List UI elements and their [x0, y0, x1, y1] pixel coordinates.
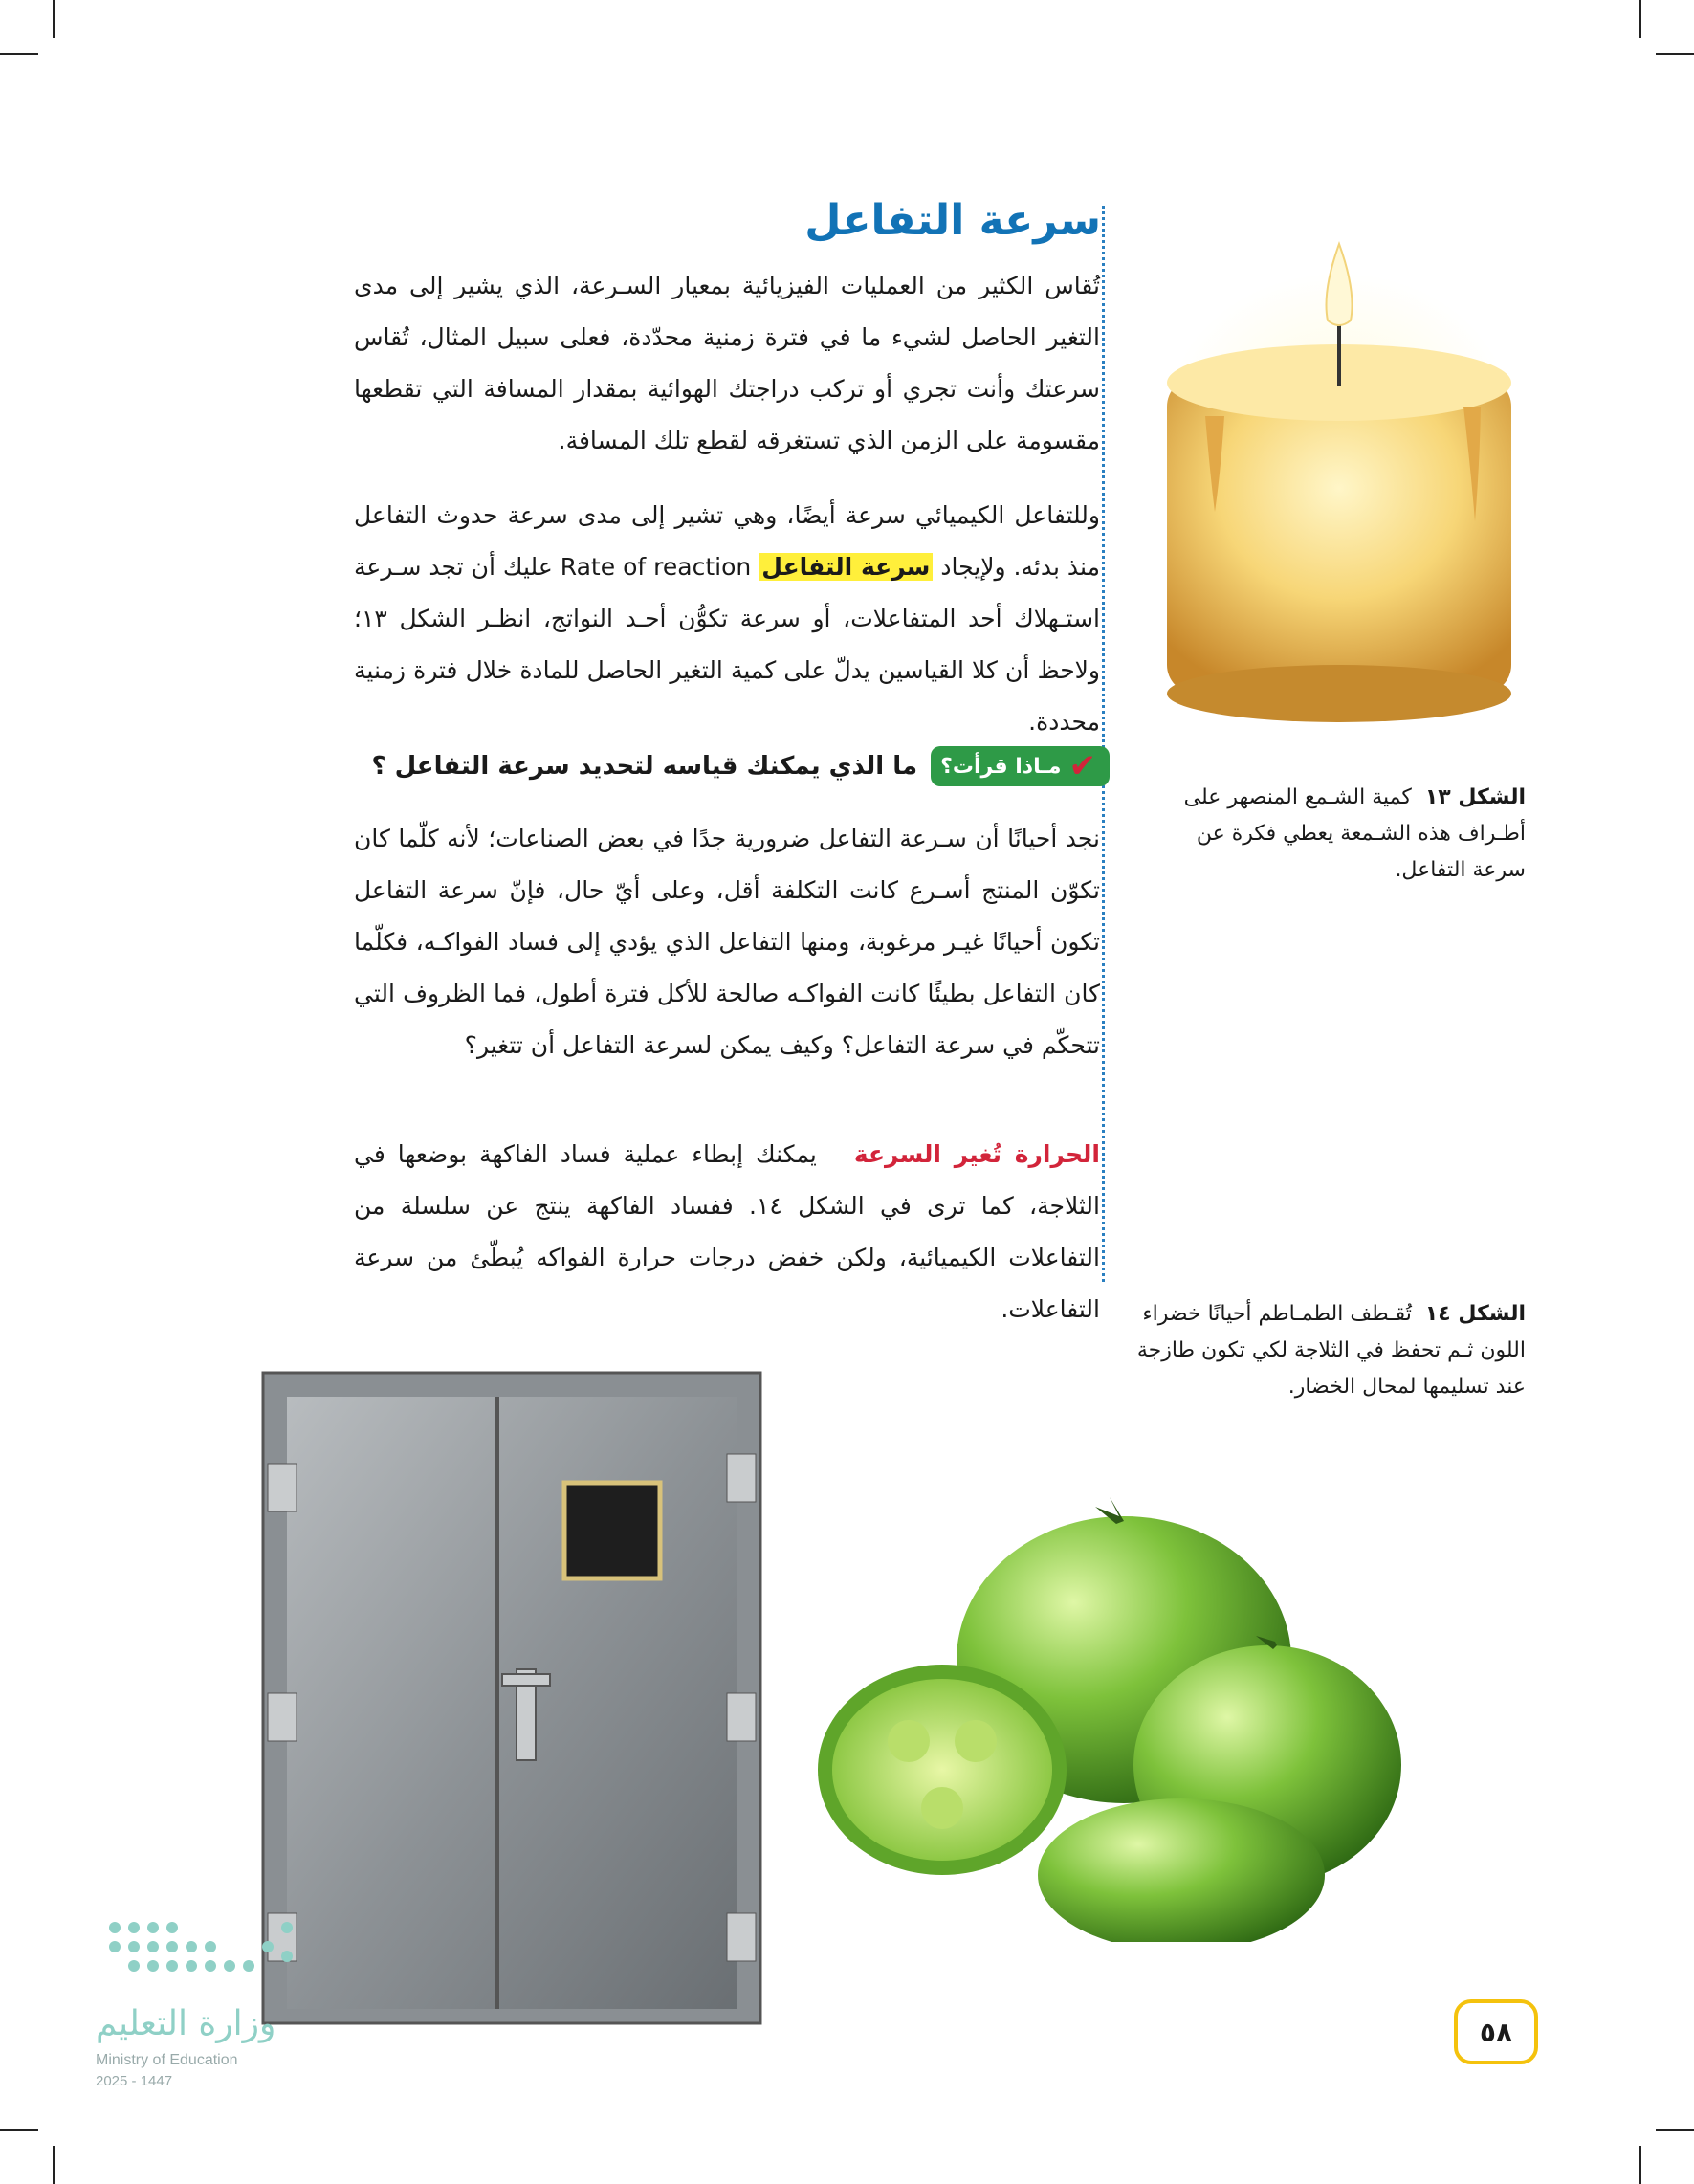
logo-dots-icon: [96, 1908, 316, 1995]
crop-mark: [1656, 2129, 1694, 2131]
logo-year: 2025 - 1447: [96, 2073, 173, 2089]
cold-storage-door-image: [258, 1368, 765, 2028]
page-number: ٥٨: [1454, 1999, 1538, 2064]
paragraph-2-end: Rate of reaction عليك أن تجد سـرعة استـهلاك أحد المتفاعلات، أو سرعة تكوُّن أحـد النواتج، انظـر الشكل ١٣؛ ولاحظ أن كلا القياسين يدلّ على كمية التغير الحاصل للمادة خلال فترة زمنية محددة.: [354, 553, 1100, 736]
crop-mark: [0, 2129, 38, 2131]
crop-mark: [1656, 53, 1694, 55]
figure-13-text: كمية الشـمع المنصهر على أطـراف هذه الشـمعة يعطي فكرة عن سرعة التفاعل.: [1183, 785, 1526, 882]
column-divider: [1102, 206, 1105, 1282]
figure-13-label: الشكل ١٣: [1424, 785, 1526, 809]
figure-14-label: الشكل ١٤: [1424, 1302, 1526, 1326]
paragraph-3: نجد أحيانًا أن سـرعة التفاعل ضرورية جدًا في بعض الصناعات؛ لأنه كلّما كان تكوّن المنتج أسـرع كانت التكلفة أقل، وعلى أيّ حال، فإنّ سرعة التفاعل تكون أحيانًا غيـر مرغوبة، ومنها التفاعل الذي يؤدي إلى فساد الفواكـه، فكلّما كان التفاعل بطيئًا كانت الفواكـه صالحة للأكل فترة أطول، فما الظروف التي تتحكّم في سرعة التفاعل؟ وكيف يمكن لسرعة التفاعل أن تتغير؟: [354, 825, 1100, 1059]
section-heading: سرعة التفاعل: [804, 196, 1101, 245]
what-read-badge-label: مـاذا قرأت؟: [940, 754, 1062, 779]
what-read-badge: [931, 746, 1110, 786]
candle-image: [1148, 225, 1530, 741]
paragraph-4-text: يمكنك إبطاء عملية فساد الفاكهة بوضعها في الثلاجة، كما ترى في الشكل ١٤. ففساد الفاكهة ينتج عن سلسلة من التفاعلات الكيميائية، ولكن خفض درجات حرارة الفواكه يُبطّئ من سرعة التفاعلات.: [354, 1140, 1100, 1323]
crop-mark: [53, 2146, 55, 2184]
what-read-question: ما الذي يمكنك قياسه لتحديد سرعة التفاعل ؟: [371, 752, 918, 781]
paragraph-1: تُقاس الكثير من العمليات الفيزيائية بمعيار السـرعة، الذي يشير إلى مدى التغير الحاصل لشيء ما في فترة زمنية محدّدة، فعلى سبيل المثال، تُقاس سرعتك وأنت تجري أو تركب دراجتك الهوائية بمقدار المسافة التي تقطعها مقسومة على الزمن الذي تستغرقه لقطع تلك المسافة.: [354, 272, 1100, 454]
green-tomatoes-image: [799, 1492, 1468, 1942]
logo-arabic-text: وزارة التعليم: [96, 2004, 276, 2043]
what-did-you-read: [363, 746, 1110, 786]
subheading-red: الحرارة تُغير السرعة: [853, 1140, 1100, 1168]
crop-mark: [53, 0, 55, 38]
ministry-logo: [96, 1908, 325, 2100]
crop-mark: [0, 53, 38, 55]
crop-mark: [1639, 0, 1641, 38]
checkmark-icon: ✔: [1068, 747, 1096, 785]
crop-mark: [1639, 2146, 1641, 2184]
figure-13-caption: [1143, 780, 1526, 889]
paragraph-2: [354, 490, 1100, 748]
paragraph-2-start: وللتفاعل الكيميائي سرعة أيضًا، وهي تشير إلى مدى سرعة حدوث التفاعل منذ بدئه. ولإيجاد: [354, 501, 1100, 581]
logo-english-text: Ministry of Education: [96, 2052, 238, 2068]
paragraph-4: [354, 1129, 1100, 1335]
key-term-highlight: سرعة التفاعل: [759, 553, 933, 581]
figure-14-text: تُقـطف الطمـاطم أحيانًا خضراء اللون ثـم تحفظ في الثلاجة لكي تكون طازجة عند تسليمها لمحال الخضار.: [1136, 1302, 1526, 1399]
figure-14-caption: [1129, 1296, 1526, 1405]
